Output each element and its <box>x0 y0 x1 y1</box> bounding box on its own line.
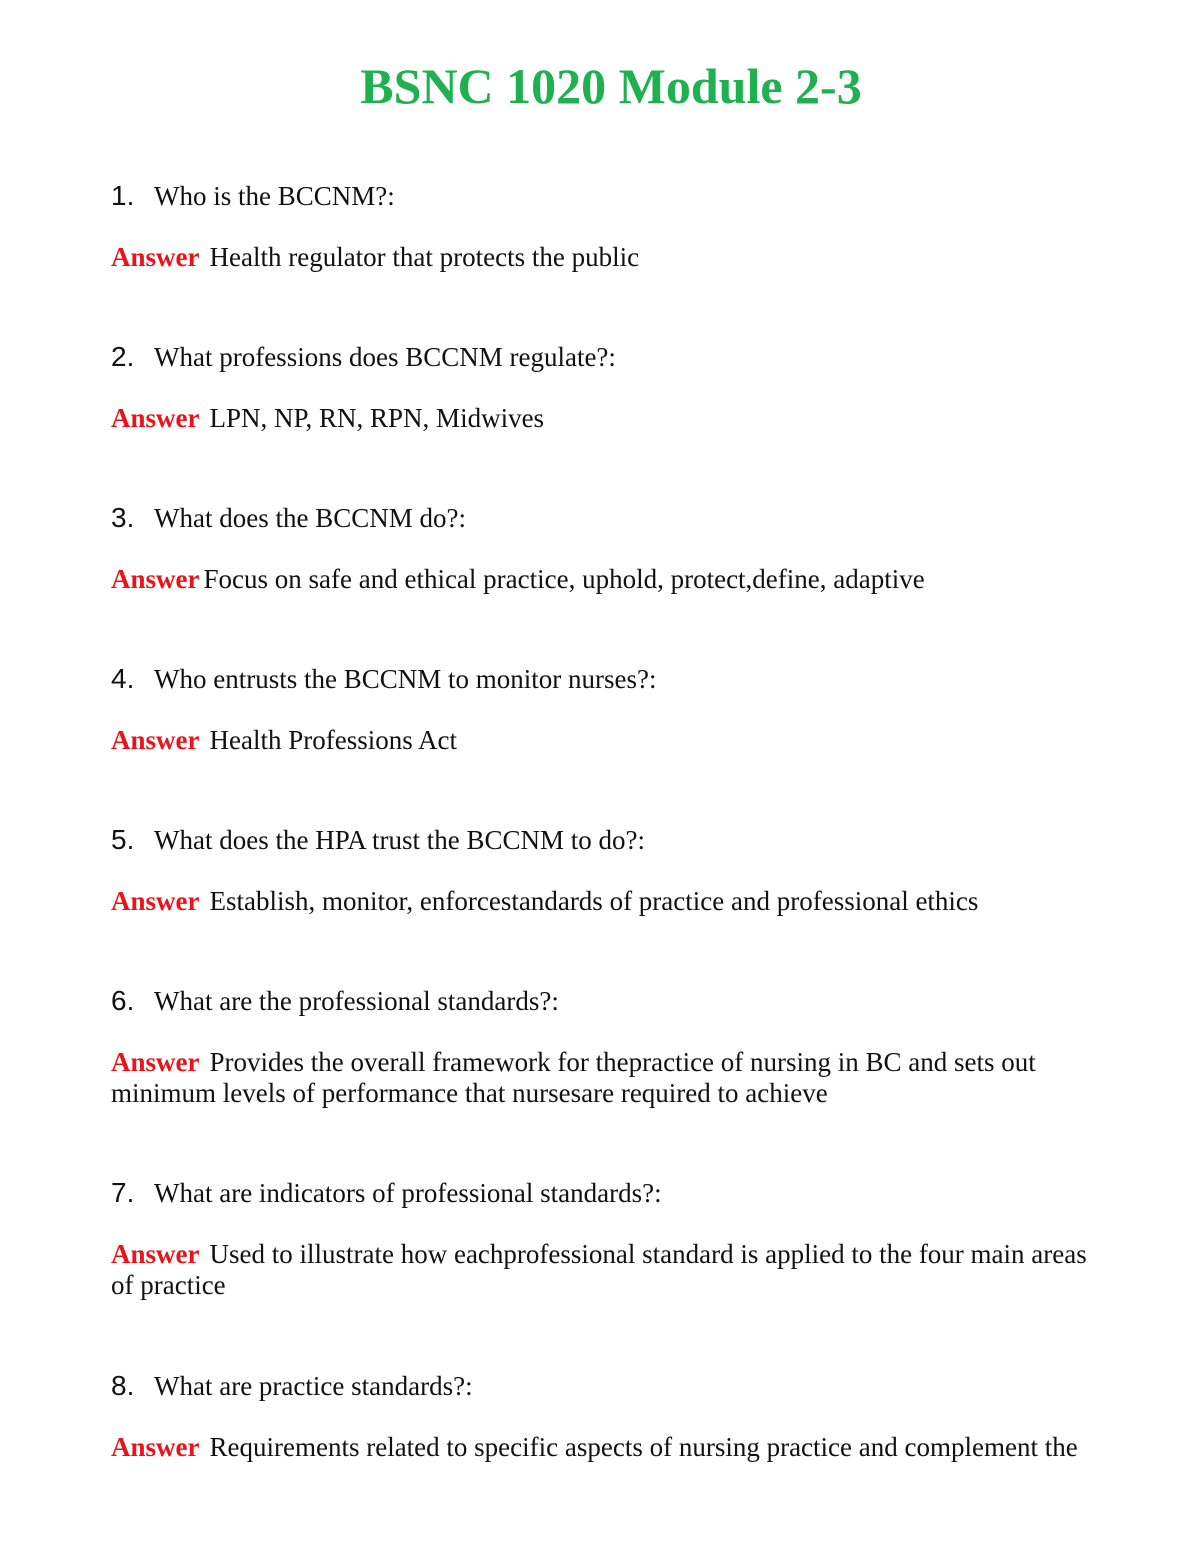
question-number: 8. <box>111 1370 135 1401</box>
qa-item-5 <box>111 824 1111 917</box>
qa-item-8 <box>111 1370 1111 1463</box>
qa-item-1 <box>111 180 1111 273</box>
question-number: 1. <box>111 180 135 211</box>
question-2 <box>111 341 1111 373</box>
answer-text: Used to illustrate how eachprofessional standard is applied to the four main areas of practice <box>111 1239 1087 1300</box>
question-text: Who is the BCCNM?: <box>154 181 395 211</box>
answer-7 <box>111 1239 1111 1301</box>
document-title: BSNC 1020 Module 2-3 <box>360 58 862 114</box>
question-text: Who entrusts the BCCNM to monitor nurses?: <box>154 664 657 694</box>
question-5 <box>111 824 1111 856</box>
question-text: What does the BCCNM do?: <box>154 503 466 533</box>
qa-item-2 <box>111 341 1111 434</box>
answer-5 <box>111 886 1111 917</box>
question-text: What does the HPA trust the BCCNM to do?: <box>154 825 645 855</box>
answer-2 <box>111 403 1111 434</box>
answer-label: Answer <box>111 1047 200 1077</box>
question-text: What are practice standards?: <box>154 1371 473 1401</box>
answer-label: Answer <box>111 886 200 916</box>
answer-label: Answer <box>111 725 200 755</box>
answer-text: LPN, NP, RN, RPN, Midwives <box>209 403 545 433</box>
answer-label: Answer <box>111 403 200 433</box>
answer-4 <box>111 725 1111 756</box>
question-text: What professions does BCCNM regulate?: <box>154 342 616 372</box>
question-text: What are the professional standards?: <box>154 986 559 1016</box>
question-number: 6. <box>111 985 135 1016</box>
answer-text: Establish, monitor, enforcestandards of practice and professional ethics <box>209 886 979 916</box>
qa-item-3 <box>111 502 1111 595</box>
answer-label: Answer <box>111 1432 200 1462</box>
question-8 <box>111 1370 1111 1402</box>
qa-item-6 <box>111 985 1111 1109</box>
question-number: 7. <box>111 1177 135 1208</box>
answer-text: Focus on safe and ethical practice, uphold, protect,define, adaptive <box>203 564 925 594</box>
question-text: What are indicators of professional standards?: <box>154 1178 662 1208</box>
question-4 <box>111 663 1111 695</box>
answer-6 <box>111 1047 1111 1109</box>
answer-text: Health Professions Act <box>209 725 457 755</box>
answer-label: Answer <box>111 564 200 594</box>
answer-label: Answer <box>111 1239 200 1269</box>
answer-8 <box>111 1432 1111 1463</box>
question-number: 2. <box>111 341 135 372</box>
answer-label: Answer <box>111 242 200 272</box>
answer-text: Health regulator that protects the public <box>209 242 640 272</box>
answer-1 <box>111 242 1111 273</box>
answer-text: Provides the overall framework for thepractice of nursing in BC and sets out minimum levels of performance that nursesare required to achieve <box>111 1047 1036 1108</box>
question-6 <box>111 985 1111 1017</box>
question-3 <box>111 502 1111 534</box>
question-7 <box>111 1177 1111 1209</box>
answer-3 <box>111 564 1111 595</box>
qa-item-7 <box>111 1177 1111 1301</box>
answer-text: Requirements related to specific aspects of nursing practice and complement the <box>209 1432 1078 1462</box>
question-1 <box>111 180 1111 212</box>
question-number: 4. <box>111 663 135 694</box>
question-number: 5. <box>111 824 135 855</box>
qa-item-4 <box>111 663 1111 756</box>
question-number: 3. <box>111 502 135 533</box>
